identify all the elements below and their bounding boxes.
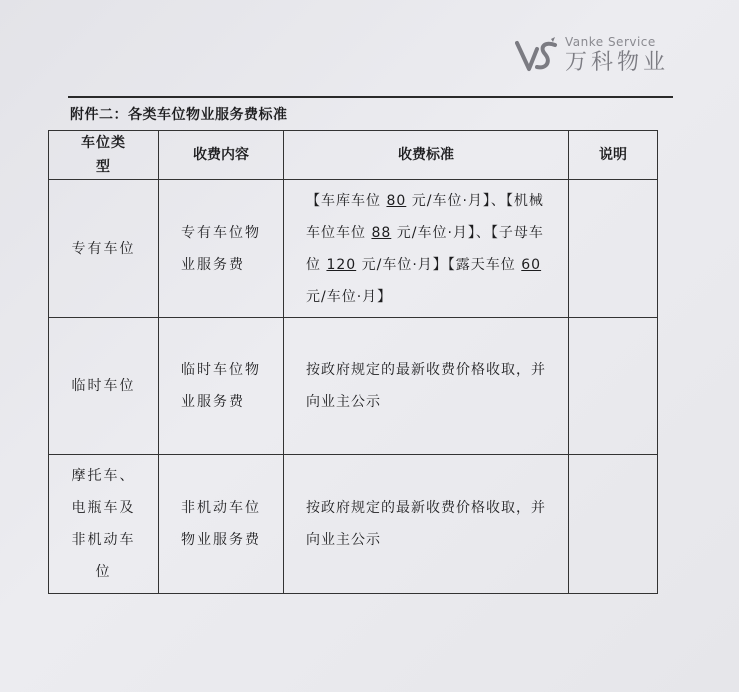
logo-english-text: Vanke Service	[564, 35, 656, 49]
row-standard: 按政府规定的最新收费价格收取，并向业主公示	[284, 455, 569, 594]
table-row	[49, 455, 658, 594]
header-content: 收费内容	[159, 131, 284, 180]
logo-chinese-text: 万科物业	[564, 50, 669, 75]
row-standard: 按政府规定的最新收费价格收取，并向业主公示	[284, 318, 569, 455]
table-header-row	[49, 131, 658, 180]
row-content: 专有车位物业服务费	[159, 180, 284, 318]
header-standard: 收费标准	[284, 131, 569, 180]
row-note	[569, 180, 658, 318]
row-type: 摩托车、电瓶车及非机动车位	[49, 455, 159, 594]
row-content: 临时车位物业服务费	[159, 318, 284, 455]
header-type: 车位类型	[49, 131, 159, 180]
table-row	[49, 318, 658, 455]
fee-mother-child-value: 120	[326, 256, 357, 273]
vanke-logo-icon	[515, 37, 559, 73]
row-type: 临时车位	[49, 318, 159, 455]
row-content: 非机动车位物业服务费	[159, 455, 284, 594]
header-note: 说明	[569, 131, 658, 180]
fee-mechanical-value: 88	[371, 224, 392, 241]
attachment-caption: 附件二：各类车位物业服务费标准	[70, 107, 288, 123]
header-rule	[68, 96, 673, 98]
fee-open-air-value: 60	[521, 256, 542, 273]
row-note	[569, 455, 658, 594]
row-note	[569, 318, 658, 455]
table-row	[49, 180, 658, 318]
vanke-logo	[515, 36, 669, 74]
fee-garage-value: 80	[386, 192, 407, 209]
row-standard: 【车库车位 80 元/车位·月】、【机械车位车位 88 元/车位·月】、【子母车位 120 元/车位·月】【露天车位 60 元/车位·月】	[284, 180, 569, 318]
row-type: 专有车位	[49, 180, 159, 318]
parking-fee-table	[48, 130, 658, 594]
